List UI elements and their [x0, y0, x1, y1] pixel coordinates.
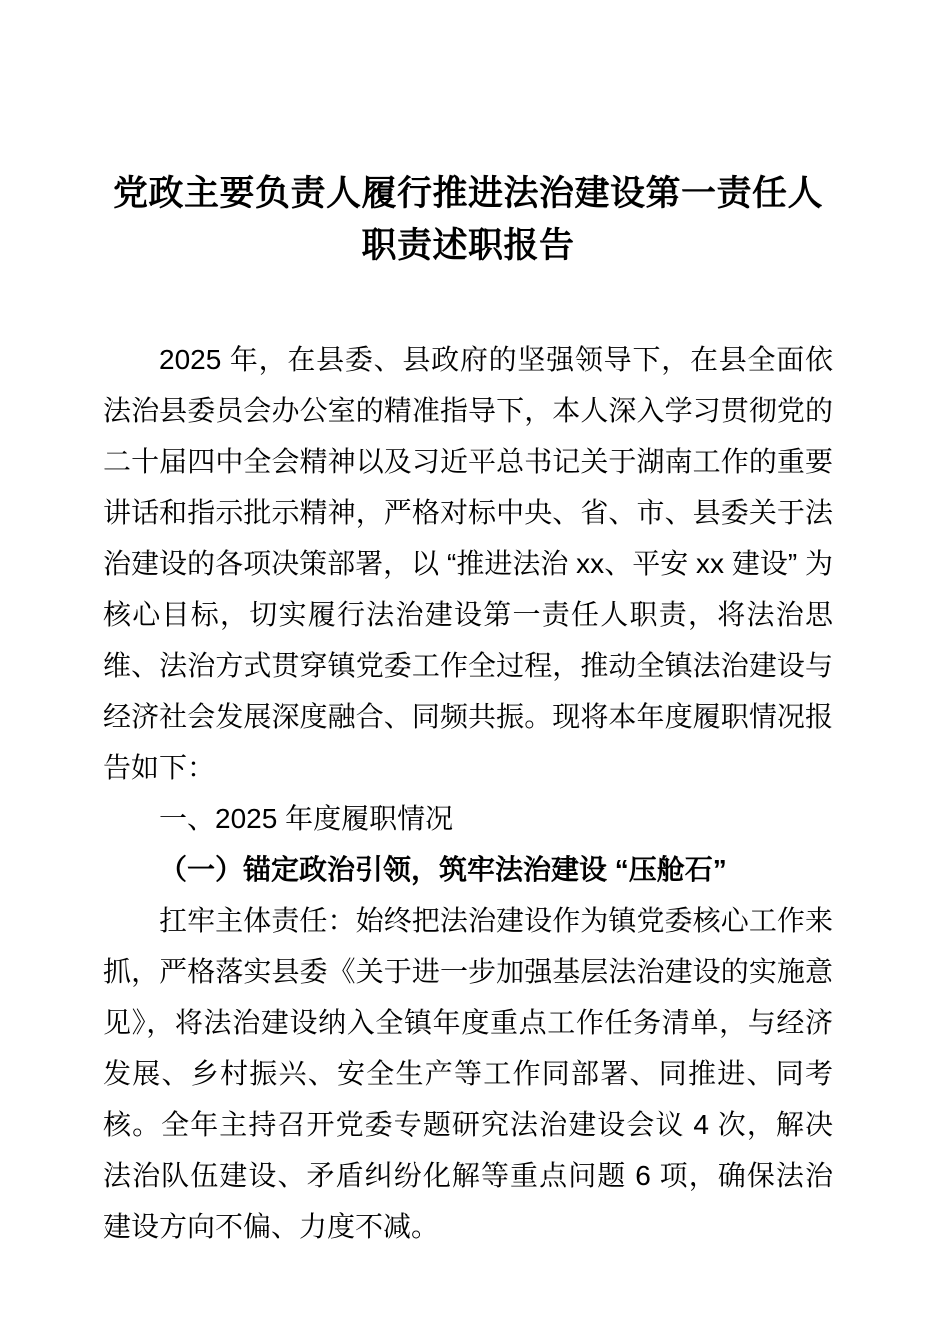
subsection-heading-1: （一）锚定政治引领，筑牢法治建设 “压舱石” — [159, 854, 727, 885]
document-content — [103, 0, 833, 1252]
opening-paragraph: 2025 年，在县委、县政府的坚强领导下，在县全面依法治县委员会办公室的精准指导下，本人深入学习贯彻党的二十届四中全会精神以及习近平总书记关于湖南工作的重要讲话和指示批示精神，严格对标中央、省、市、县委关于法治建设的各项决策部署，以 “推进法治 xx、平安 xx 建设” 为核心目标，切实履行法治建设第一责任人职责，将法治思维、法治方式贯穿镇党委工作全过程，推动全镇法治建设与经济社会发展深度融合、同频共振。现将本年度履职情况报告如下： — [103, 344, 833, 783]
section-heading-1: 一、2025 年度履职情况 — [159, 803, 454, 834]
subsection-1-paragraph: 扛牢主体责任：始终把法治建设作为镇党委核心工作来抓，严格落实县委《关于进一步加强基层法治建设的实施意见》，将法治建设纳入全镇年度重点工作任务清单，与经济发展、乡村振兴、安全生产等工作同部署、同推进、同考核。全年主持召开党委专题研究法治建设会议 4 次，解决法治队伍建设、矛盾纠纷化解等重点问题 6 项，确保法治建设方向不偏、力度不减。 — [103, 905, 833, 1242]
page-title: 党政主要负责人履行推进法治建设第一责任人职责述职报告 — [112, 174, 823, 265]
